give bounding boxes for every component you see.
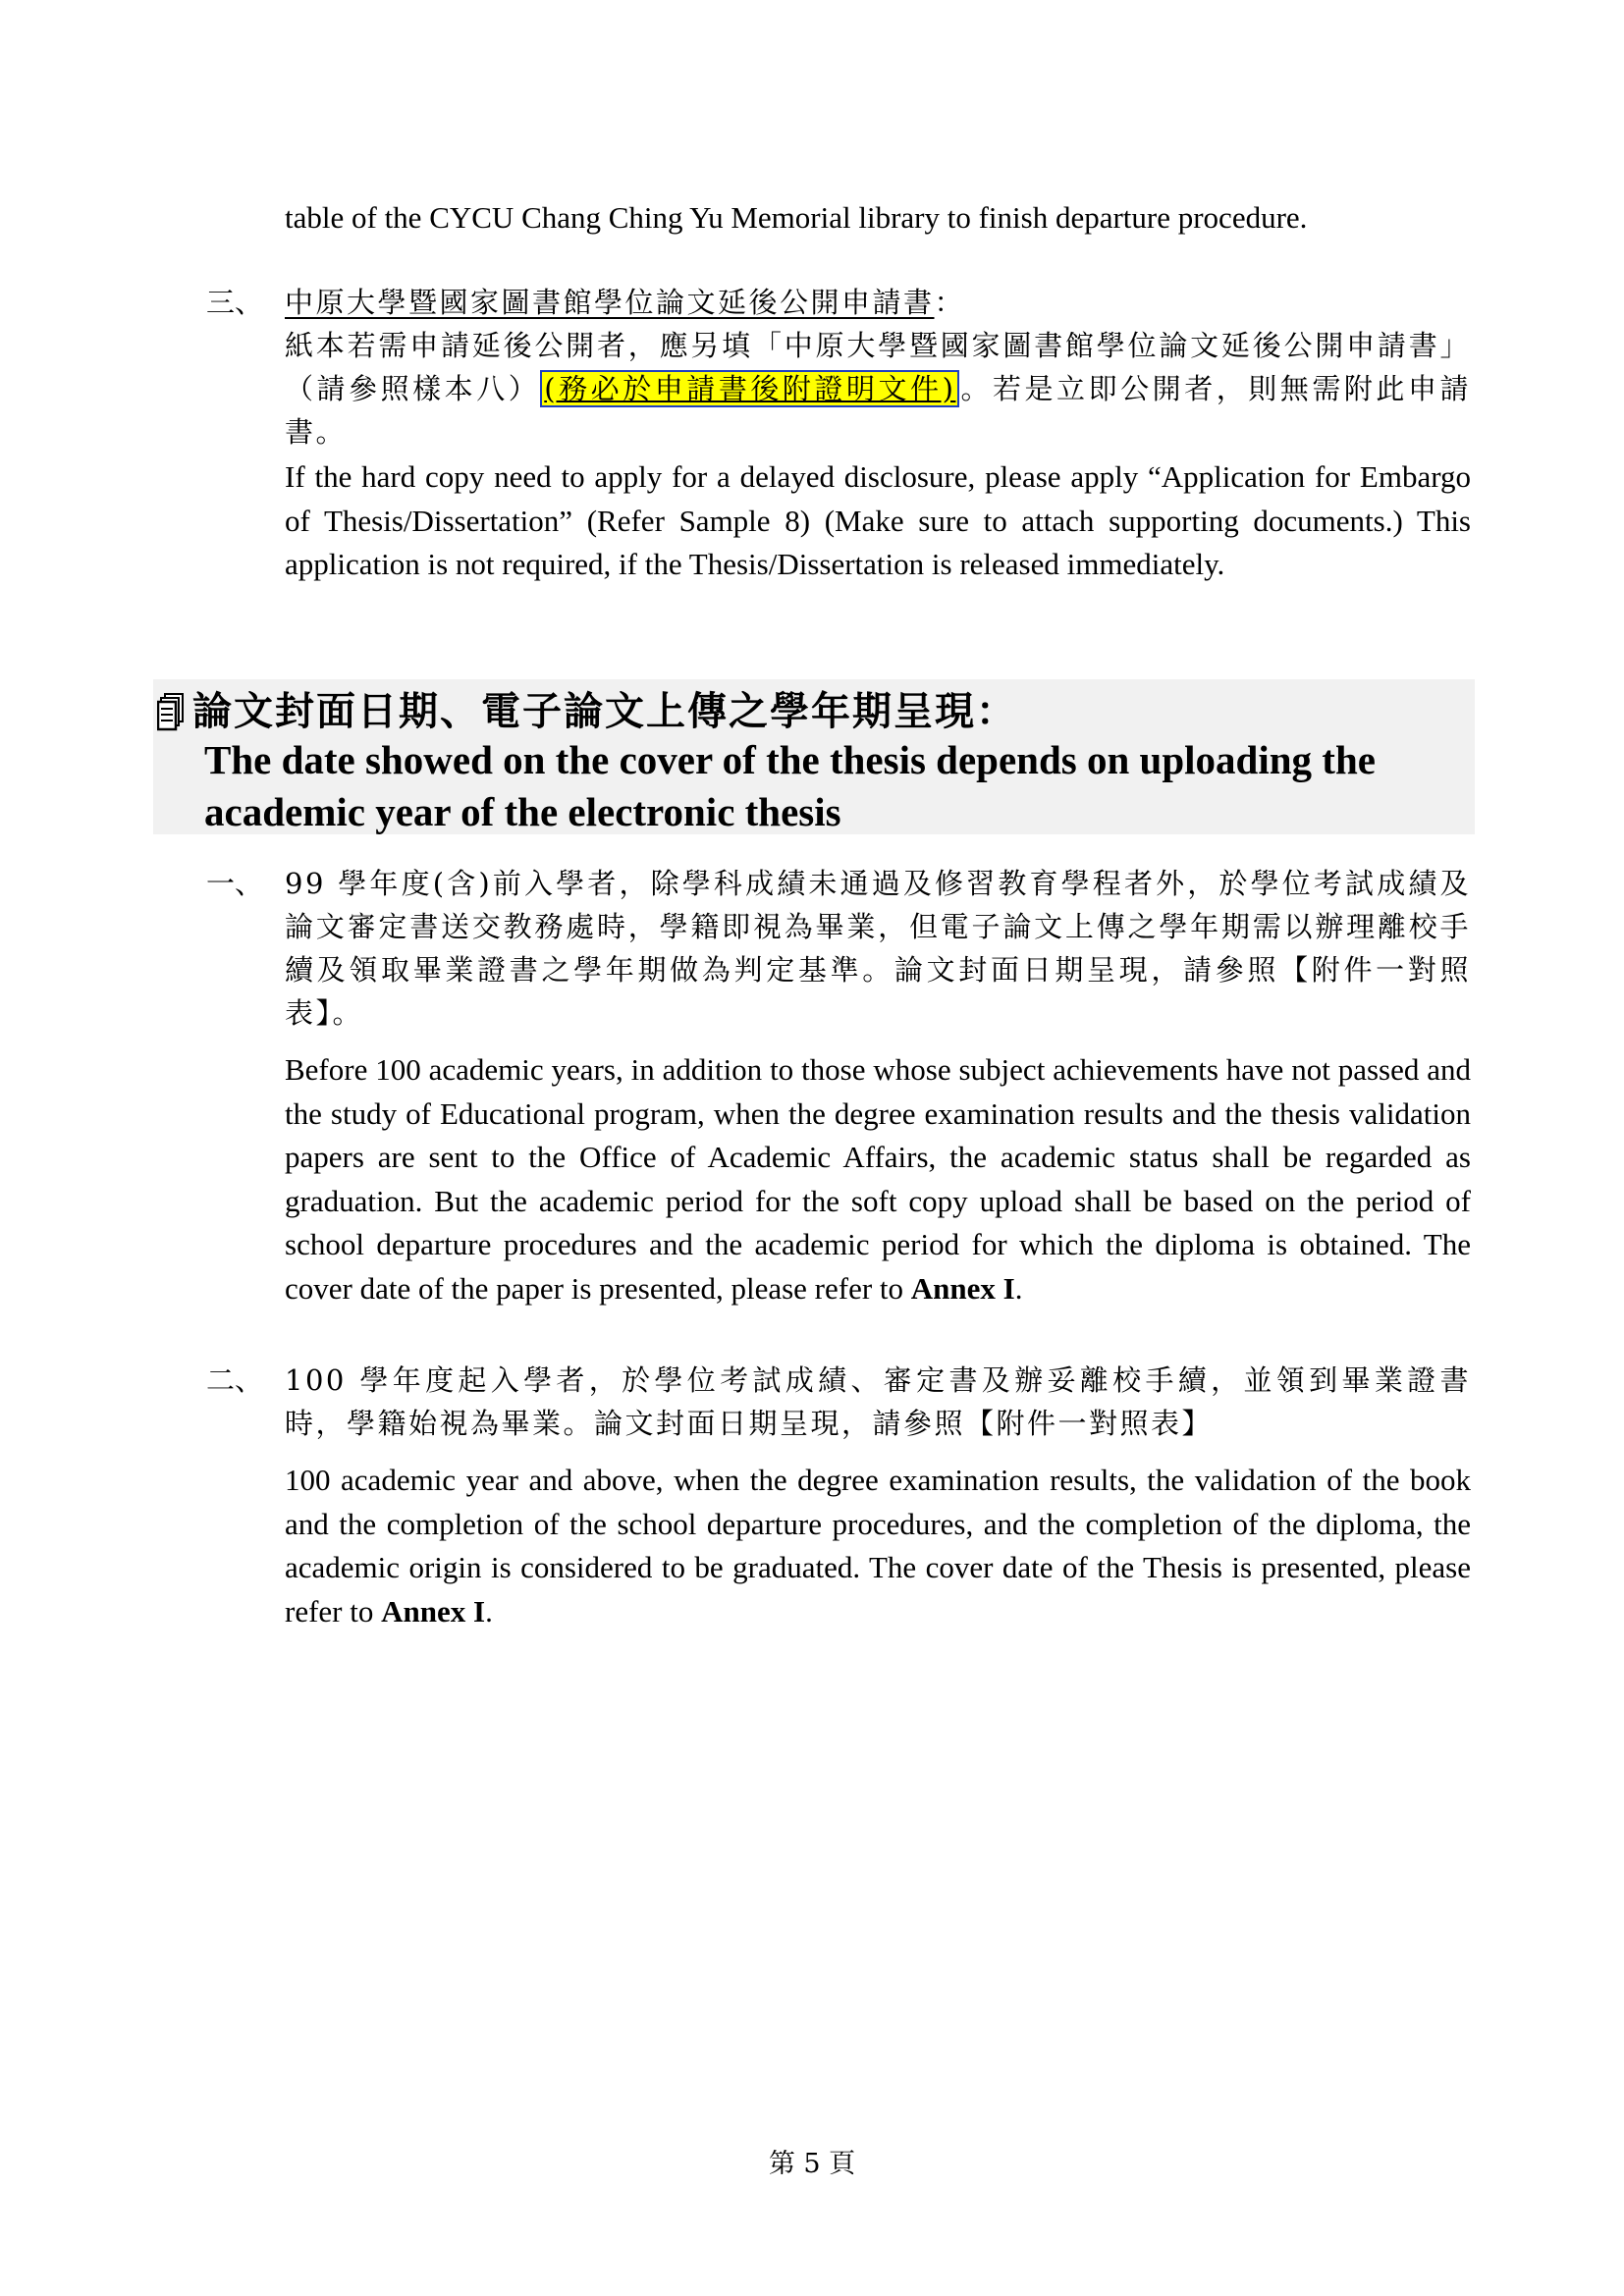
supporting-documents-highlight: (務必於申請書後附證明文件) [540,370,959,407]
section-3 [285,281,1471,587]
section-3-zh-text [285,324,1471,454]
section-3-title: 中原大學暨國家圖書館學位論文延後公開申請書 [285,286,935,319]
section-3-title-colon: ： [934,286,966,319]
section-heading-zh [157,685,1017,738]
document-icon [157,692,187,731]
item-1-en-end: . [1014,1270,1023,1306]
heading-zh-text: 論文封面日期、電子論文上傳之學年期呈現： [192,688,1017,734]
section-3-zh-part2: 。若是立即公開者，則無需附此申請書。 [285,372,1471,449]
page-number: 第 5 頁 [768,2149,856,2179]
item-2-zh-text: 100 學年度起入學者，於學位考試成績、審定書及辦妥離校手續，並領到畢業證書時，學籍始視為畢業。論文封面日期呈現，請參照【附件一對照表】 [285,1363,1471,1440]
item-2-en-end: . [485,1593,493,1629]
section-3-title-line [285,281,1471,324]
item-1 [285,862,1471,1310]
item-2-number: 二、 [206,1363,264,1397]
item-2-en-text [285,1459,1471,1633]
item-1-zh-text: 99 學年度(含)前入學者，除學科成績未通過及修習教育學程者外，於學位考試成績及論文審定書送交教務處時，學籍即視為畢業，但電子論文上傳之學年期需以辦理離校手續及領取畢業證書之學年期做為判定基準。論文封面日期呈現，請參照【附件一對照表】。 [285,867,1471,1030]
section-3-number: 三、 [206,286,264,319]
annex-reference: Annex I [910,1270,1015,1306]
continued-paragraph: table of the CYCU Chang Ching Yu Memorial library to finish departure procedure. [285,200,1308,235]
section-3-zh-part1: 紙本若需申請延後公開者，應另填「中原大學暨國家圖書館學位論文延後公開申請書」（請參照樣本八） [285,329,1471,405]
section-3-en-text: If the hard copy need to apply for a delayed disclosure, please apply “Application for Embargo of Thesis/Dissertation” (Refer Sample 8) (Make sure to attach supporting documents.) This application is not required, if the Thesis/Dissertation is released immediately. [285,459,1471,581]
section-heading-en: The date showed on the cover of the thesis depends on uploading the academic year of the electronic thesis [204,737,1376,834]
item-1-number: 一、 [206,867,264,900]
item-2-en-body: 100 academic year and above, when the degree examination results, the validation of the book and the completion of the school departure procedures, and the completion of the diploma, the academic origin is considered to be graduated. The cover date of the Thesis is presented, please refer to [285,1463,1471,1629]
item-1-en-body: Before 100 academic years, in addition to those whose subject achievements have not passed and the study of Educational program, when the degree examination results and the thesis validation papers are sent to the Office of Academic Affairs, the academic status shall be regarded as graduation. But the academic period for the soft copy upload shall be based on the period of school departure procedures and the academic period for which the diploma is obtained. The cover date of the paper is presented, please refer to [285,1052,1471,1306]
item-1-en-text [285,1048,1471,1310]
item-2 [285,1359,1471,1633]
annex-reference: Annex I [381,1593,486,1629]
